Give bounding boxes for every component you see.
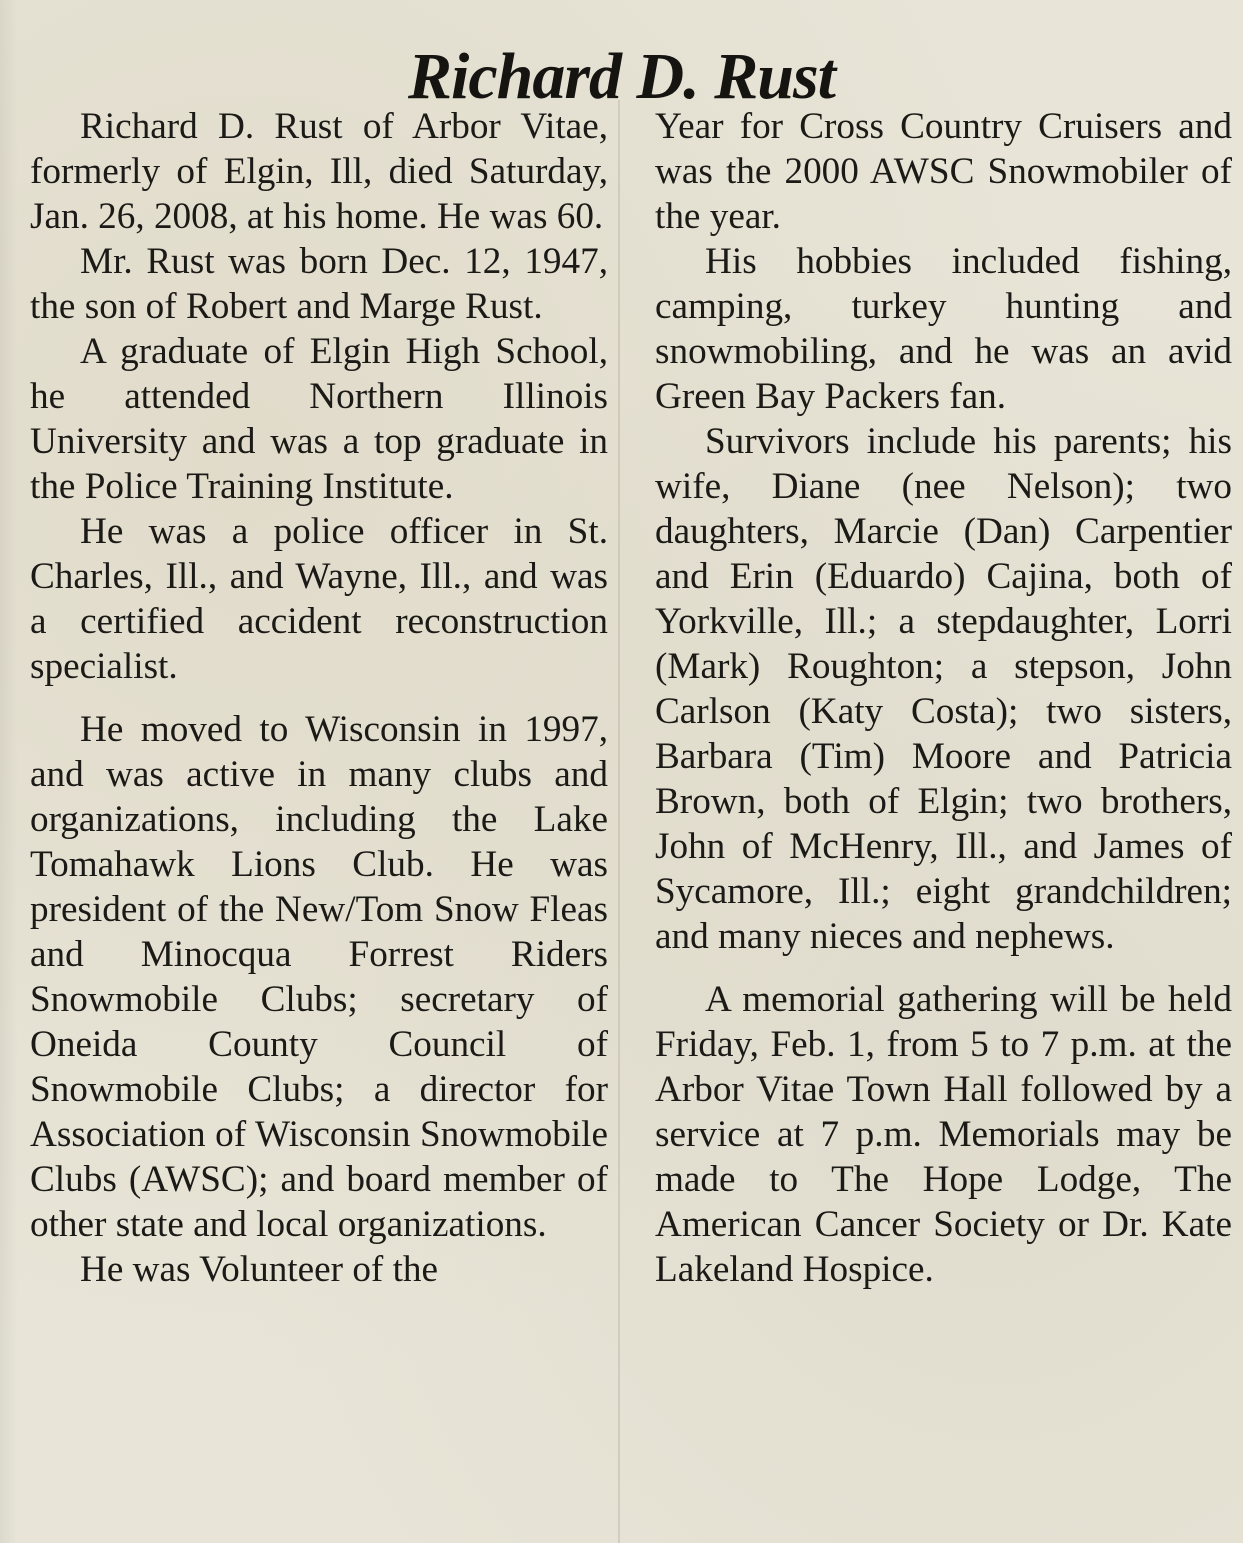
paragraph-volunteer-start: He was Volunteer of the (80, 1249, 439, 1290)
right-column (655, 104, 1232, 1292)
paragraph-hobbies: His hobbies included fishing, camping, turkey hunting and snowmobiling, and he was an avid Green Bay Packers fan. (655, 241, 1232, 417)
paragraph-birth: Mr. Rust was born Dec. 12, 1947, the son of Robert and Marge Rust. (30, 241, 608, 327)
paragraph-career: He was a police officer in St. Charles, Ill., and Wayne, Ill., and was a certified accident reconstruction specialist. (30, 511, 608, 687)
paragraph-survivors: Survivors include his parents; his wife, Diane (nee Nelson); two daughters, Marcie (Dan) Carpentier and Erin (Eduardo) Cajina, both of Yorkville, Ill.; a stepdaughter, Lorri (Mark) Roughton; a stepson, John Carlson (Katy Costa); two sisters, Barbara (Tim) Moore and Patricia Brown, both of Elgin; two brothers, John of McHenry, Ill., and James of Sycamore, Ill.; eight grandchildren; and many nieces and nephews. (655, 421, 1232, 957)
paper-fold-crease (618, 100, 620, 1543)
paragraph-volunteer-continued: Year for Cross Country Cruisers and was the 2000 AWSC Snowmobiler of the year. (655, 106, 1232, 237)
paragraph-memorial: A memorial gathering will be held Friday, Feb. 1, from 5 to 7 p.m. at the Arbor Vitae Town Hall followed by a service at 7 p.m. Memorials may be made to The Hope Lodge, The American Cancer Society or Dr. Kate Lakeland Hospice. (655, 979, 1232, 1290)
paragraph-wisconsin-activities: He moved to Wisconsin in 1997, and was active in many clubs and organizations, including the Lake Tomahawk Lions Club. He was president of the New/Tom Snow Fleas and Minocqua Forrest Riders Snowmobile Clubs; secretary of Oneida County Council of Snowmobile Clubs; a director for Association of Wisconsin Snowmobile Clubs (AWSC); and board member of other state and local organizations. (30, 709, 608, 1245)
paragraph-death-notice: Richard D. Rust of Arbor Vitae, formerly of Elgin, Ill, died Saturday, Jan. 26, 2008, at his home. He was 60. (30, 106, 608, 237)
obituary-headline: Richard D. Rust (408, 40, 835, 114)
left-column (30, 104, 608, 1292)
paragraph-education: A graduate of Elgin High School, he attended Northern Illinois University and was a top graduate in the Police Training Institute. (30, 331, 608, 507)
